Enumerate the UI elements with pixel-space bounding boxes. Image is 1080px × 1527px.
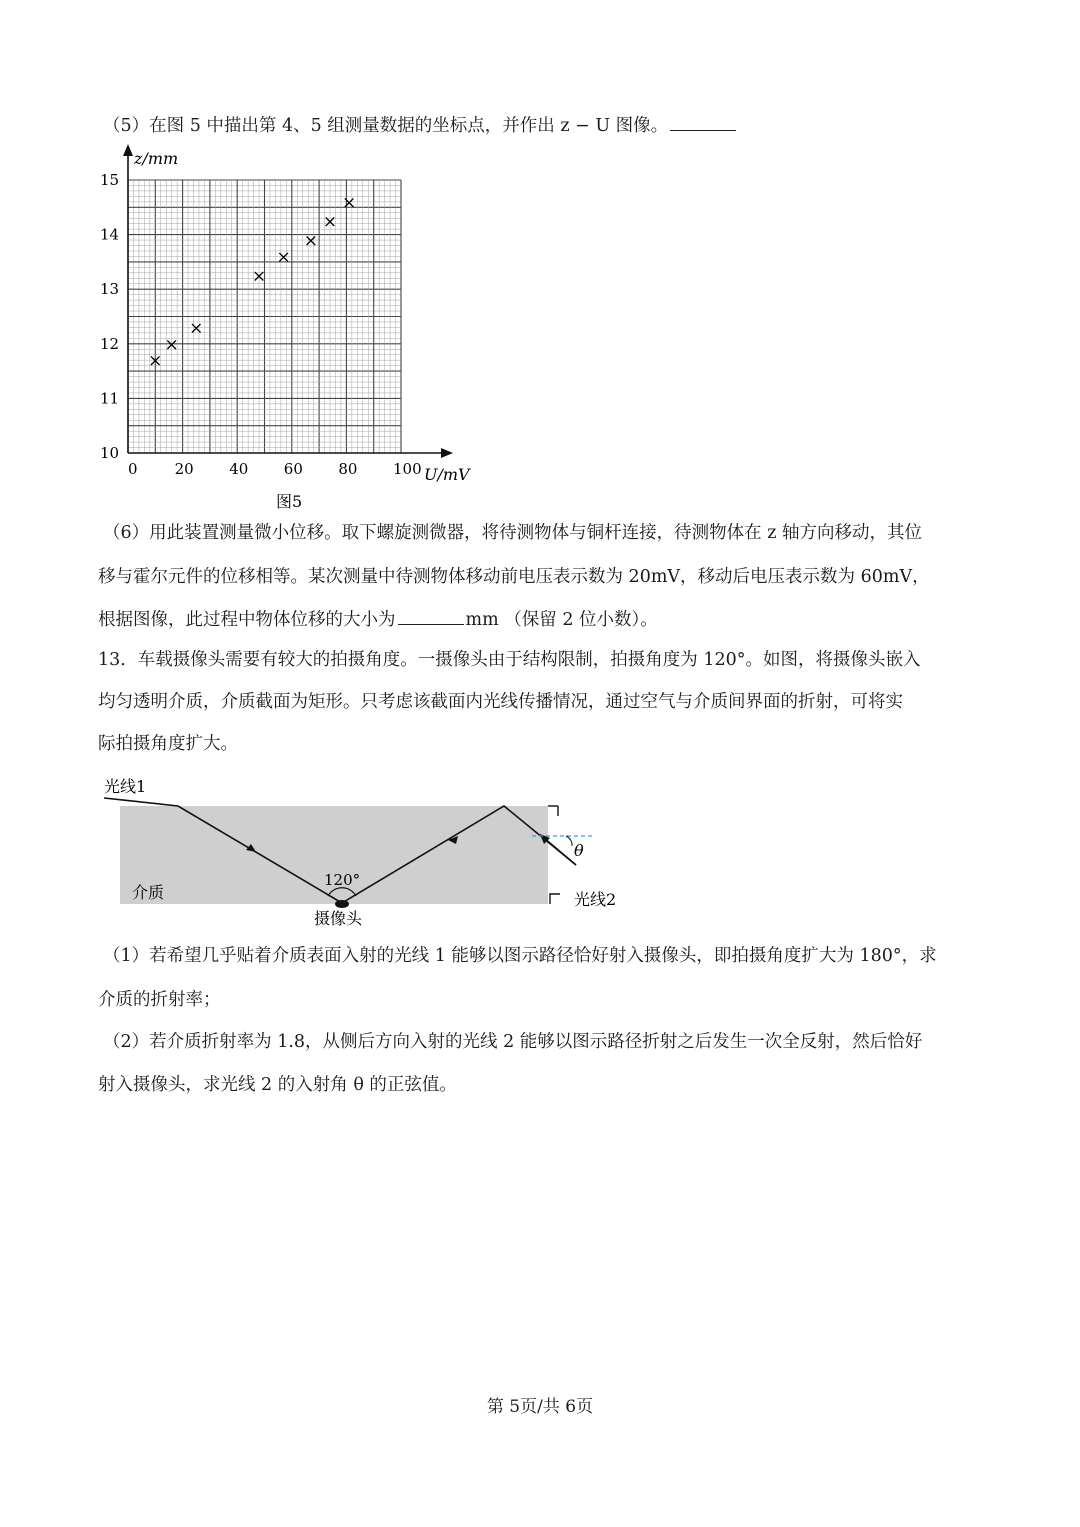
medium-label: 介质 (132, 883, 165, 902)
y-tick-label: 12 (100, 334, 120, 353)
data-point: × (303, 231, 319, 252)
q6-line1: （6）用此装置测量微小位移。取下螺旋测微器，将待测物体与铜杆连接，待测物体在 z 轴方向移动，其位 (103, 523, 922, 543)
q6-line3 (98, 606, 658, 632)
q6-line2: 移与霍尔元件的位移相等。某次测量中待测物体移动前电压表示数为 20mV，移动后电压表示数为 60mV， (98, 567, 930, 587)
data-point: × (276, 247, 291, 268)
q13-line1: 13．车载摄像头需要有较大的拍摄角度。一摄像头由于结构限制，拍摄角度为 120°。如图，将摄像头嵌入 (98, 650, 921, 670)
q5-prompt: （5）在图 5 中描出第 4、5 组测量数据的坐标点，并作出 z − U 图像。 (103, 116, 669, 136)
x-tick-label: 60 (283, 460, 303, 478)
sub2-line1: （2）若介质折射率为 1.8，从侧后方向入射的光线 2 能够以图示路径折射之后发生一次全反射，然后恰好 (103, 1032, 923, 1052)
x-tick-label: 20 (174, 460, 194, 478)
figure5-chart (90, 142, 490, 522)
y-tick-label: 14 (100, 225, 120, 244)
q5-text (103, 112, 738, 138)
ray1-label: 光线1 (104, 777, 147, 796)
chart-points (148, 193, 356, 371)
x-axis-label: U/mV (424, 465, 470, 484)
q6-line3-unit: mm （保留 2 位小数）。 (465, 610, 658, 630)
q6-line3-prompt: 根据图像，此过程中物体位移的大小为 (98, 610, 396, 630)
camera-label: 摄像头 (314, 909, 363, 928)
y-tick-label: 10 (100, 444, 120, 462)
figure-caption: 图5 (276, 492, 303, 511)
ray2-label: 光线2 (574, 890, 617, 909)
page-footer: 第 5页/共 6页 (486, 1397, 594, 1417)
q6-answer-blank[interactable] (398, 606, 464, 625)
data-point: × (342, 192, 357, 213)
y-axis-arrow-icon (123, 144, 133, 156)
sub2-line2: 射入摄像头，求光线 2 的入射角 θ 的正弦值。 (98, 1075, 457, 1095)
sub1-line1: （1）若希望几乎贴着介质表面入射的光线 1 能够以图示路径恰好射入摄像头，即拍摄角度扩大为 180°，求 (103, 946, 937, 966)
camera-icon (335, 900, 349, 908)
data-point: × (189, 318, 204, 339)
corner-mark-bottom (550, 894, 560, 904)
chart-grid (128, 180, 401, 453)
data-point: × (164, 334, 179, 355)
data-point: × (322, 211, 338, 232)
q5-answer-blank[interactable] (670, 112, 736, 131)
y-axis-label: z/mm (134, 149, 179, 168)
optics-diagram (96, 770, 636, 930)
y-tick-label: 11 (100, 389, 120, 408)
y-tick-label: 15 (100, 171, 120, 189)
x-tick-label: 40 (229, 460, 249, 478)
angle-label: 120° (324, 871, 361, 889)
theta-label: θ (574, 841, 584, 860)
x-axis-arrow-icon (441, 448, 453, 458)
sub1-line2: 介质的折射率； (98, 990, 221, 1010)
q13-line3: 际拍摄角度扩大。 (98, 734, 238, 754)
x-tick-label: 100 (393, 460, 422, 478)
data-point: × (148, 351, 163, 372)
y-tick-label: 13 (100, 280, 120, 299)
theta-arc (566, 836, 572, 846)
data-point: × (251, 266, 267, 287)
q13-line2: 均匀透明介质，介质截面为矩形。只考虑该截面内光线传播情况，通过空气与介质间界面的折射，可将实 (98, 692, 903, 712)
x-tick-label: 80 (338, 460, 358, 478)
x-tick-label: 0 (128, 460, 138, 478)
